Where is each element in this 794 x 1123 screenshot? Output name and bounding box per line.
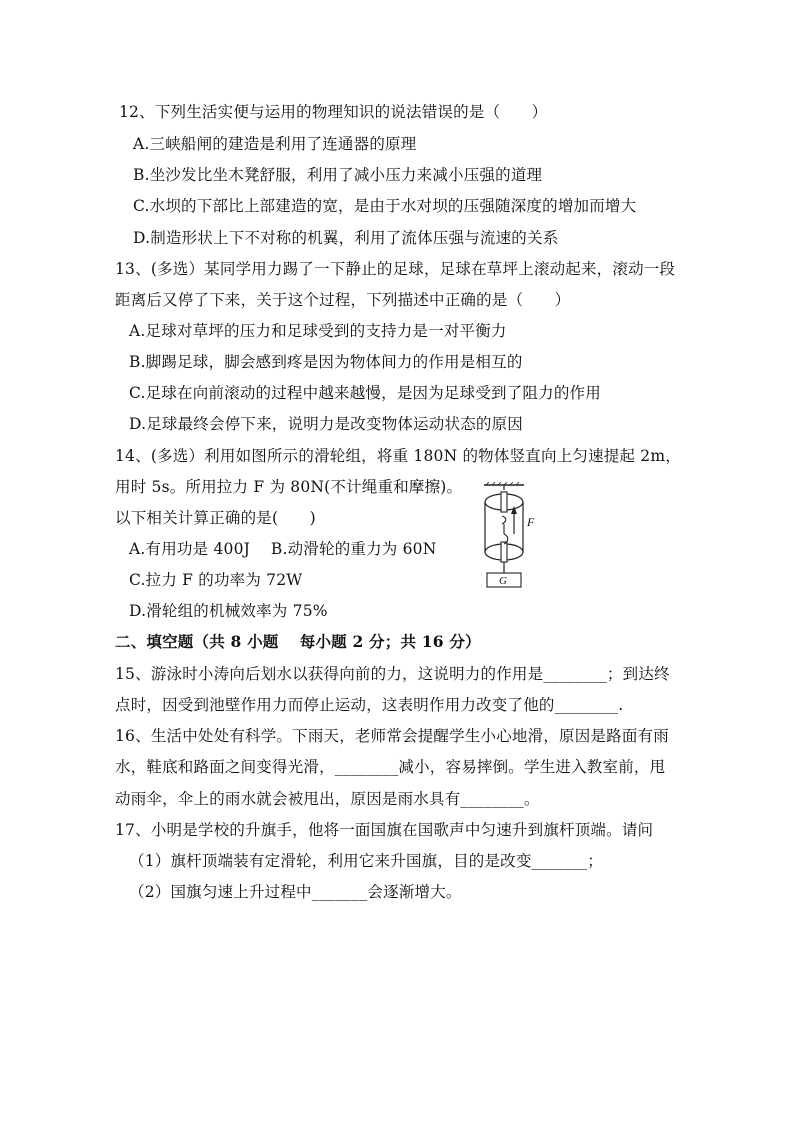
question-13-option-d: D.足球最终会停下来，说明力是改变物体运动状态的原因: [129, 415, 524, 433]
section-2-heading: 二、填空题（共 8 小题 每小题 2 分；共 16 分）: [115, 632, 481, 651]
question-12-option-c: C.水坝的下部比上部建造的宽，是由于水对坝的压强随深度的增加而增大: [133, 197, 637, 215]
question-14-stem-line3: 以下相关计算正确的是( ): [115, 509, 316, 527]
weight-label: G: [499, 575, 507, 587]
question-13-option-a: A.足球对草坪的压力和足球受到的支持力是一对平衡力: [129, 322, 507, 340]
force-label: F: [527, 515, 535, 529]
question-12-option-a: A.三峡船闸的建造是利用了连通器的原理: [133, 135, 417, 153]
pulley-system-figure: [478, 482, 548, 594]
question-13-stem-line1: 13、(多选）某同学用力踢了一下静止的足球，足球在草坪上滚动起来，滚动一段: [115, 260, 676, 278]
question-16-line1: 16、生活中处处有科学。下雨天，老师常会提醒学生小心地滑，原因是路面有雨: [115, 727, 669, 745]
question-14-option-c: C.拉力 F 的功率为 72W: [129, 571, 303, 589]
question-12-stem: 12、下列生活实便与运用的物理知识的说法错误的是（ ）: [119, 103, 548, 121]
question-12-option-d: D.制造形状上下不对称的机翼，利用了流体压强与流速的关系: [133, 229, 559, 247]
question-13-option-b: B.脚踢足球，脚会感到疼是因为物体间力的作用是相互的: [129, 353, 523, 371]
question-13-stem-line2: 距离后又停了下来，关于这个过程，下列描述中正确的是（ ）: [115, 291, 571, 309]
question-17-part-1: （1）旗杆顶端装有定滑轮，利用它来升国旗，目的是改变_______；: [129, 852, 603, 870]
question-14-option-d: D.滑轮组的机械效率为 75%: [129, 602, 328, 620]
question-14-stem-line2: 用时 5s。所用拉力 F 为 80N(不计绳重和摩擦)。: [115, 478, 463, 496]
question-15-line2: 点时，因受到池壁作用力而停止运动，这表明作用力改变了他的________.: [115, 696, 624, 714]
question-17-stem: 17、小明是学校的升旗手，他将一面国旗在国歌声中匀速升到旗杆顶端。请问: [115, 821, 654, 839]
question-15-line1: 15、游泳时小涛向后划水以获得向前的力，这说明力的作用是________；到达终: [115, 665, 670, 683]
question-14-options-ab: A.有用功是 400J B.动滑轮的重力为 60N: [129, 540, 437, 558]
question-13-option-c: C.足球在向前滚动的过程中越来越慢，是因为足球受到了阻力的作用: [129, 384, 601, 402]
question-16-line2: 水，鞋底和路面之间变得光滑，________减小，容易摔倒。学生进入教室前，甩: [115, 758, 666, 776]
question-12-option-b: B.坐沙发比坐木凳舒服，利用了减小压力来减小压强的道理: [133, 166, 543, 184]
question-17-part-2: （2）国旗匀速上升过程中_______会逐渐增大。: [129, 883, 462, 901]
question-16-line3: 动雨伞，伞上的雨水就会被甩出，原因是雨水具有________。: [115, 790, 540, 808]
question-14-stem-line1: 14、(多选）利用如图所示的滑轮组，将重 180N 的物体竖直向上匀速提起 2m，: [115, 447, 681, 465]
